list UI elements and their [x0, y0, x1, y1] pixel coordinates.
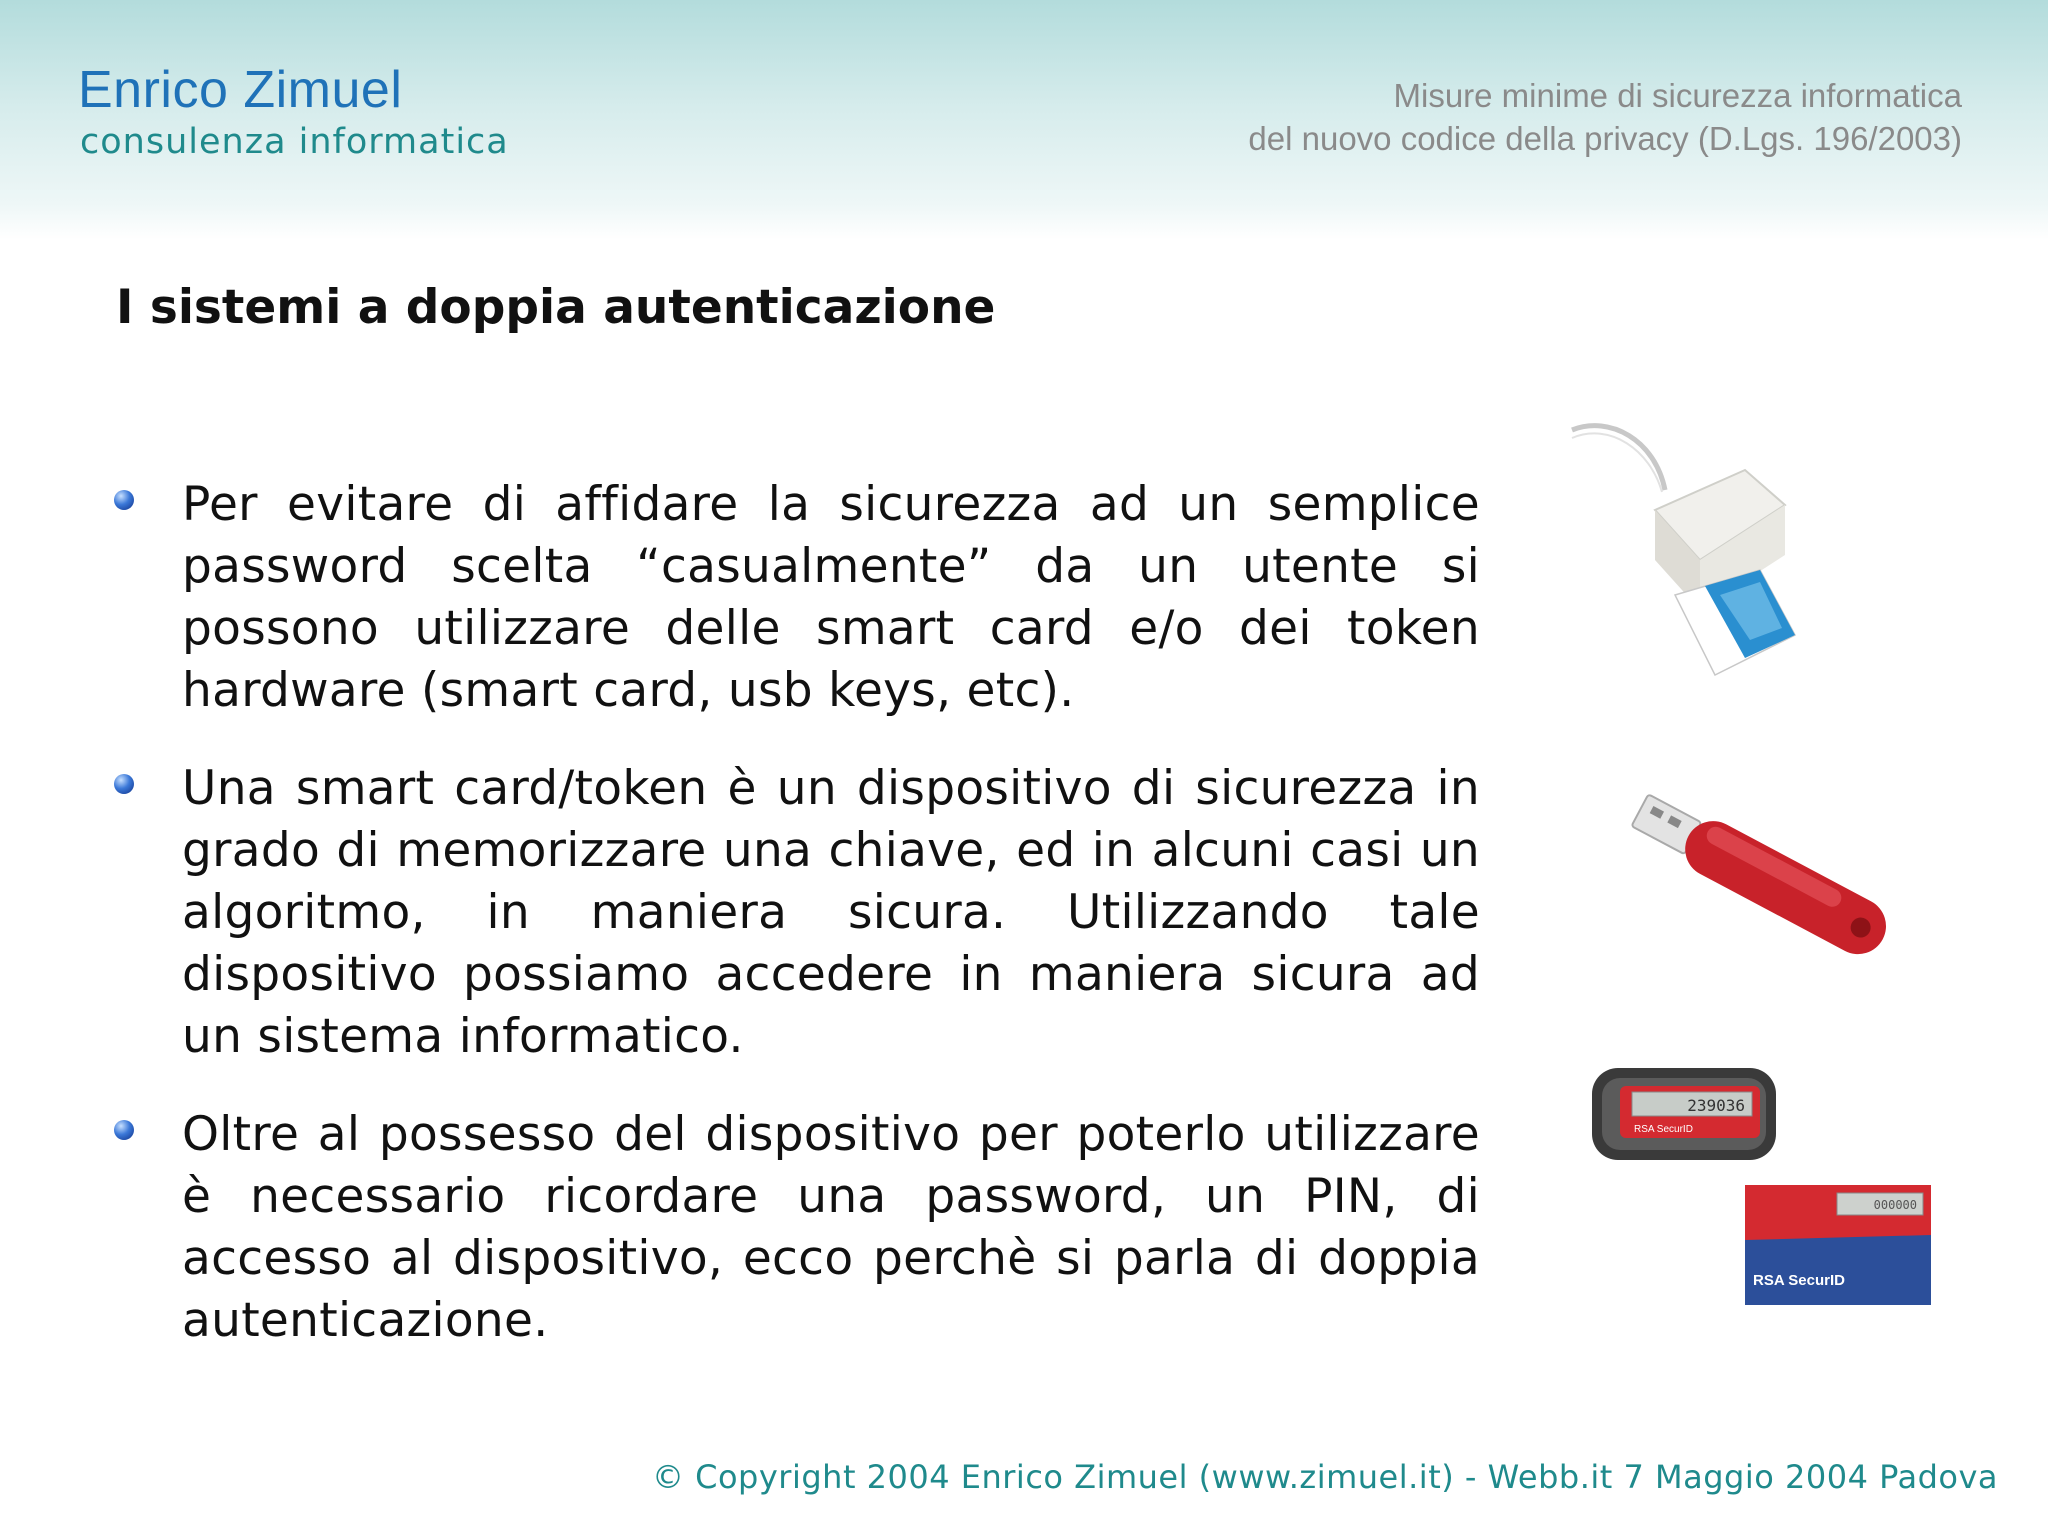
bullet-item — [110, 474, 1480, 722]
footer-copyright: © Copyright 2004 Enrico Zimuel (www.zimuel.it) - Webb.it 7 Maggio 2004 Padova — [651, 1458, 1998, 1496]
bullet-list — [110, 474, 1480, 1388]
brand-subtitle: consulenza informatica — [80, 122, 509, 162]
rsa-card-image — [1745, 1185, 1935, 1310]
rsa-token-image — [1590, 1060, 1790, 1170]
bullet-dot-icon — [114, 490, 134, 510]
token-display-text: 239036 — [1687, 1096, 1745, 1115]
bullet-text: Oltre al possesso del dispositivo per poterlo utilizzare è necessario ricordare una password, un PIN, di accesso al dispositivo, ecco perchè si parla di doppia autenticazione. — [182, 1107, 1480, 1348]
bullet-item — [110, 1104, 1480, 1352]
bullet-dot-icon — [114, 774, 134, 794]
presentation-title — [1248, 74, 1962, 160]
bullet-text: Per evitare di affidare la sicurezza ad un semplice password scelta “casualmente” da un utente si possono utilizzare delle smart card e/o dei token hardware (smart card, usb keys, etc). — [182, 477, 1480, 718]
bullet-dot-icon — [114, 1120, 134, 1140]
card-display-text: 000000 — [1873, 1198, 1917, 1212]
presentation-title-line-2: del nuovo codice della privacy (D.Lgs. 196/2003) — [1248, 120, 1962, 157]
bullet-item — [110, 758, 1480, 1068]
bullet-text: Una smart card/token è un dispositivo di sicurezza in grado di memorizzare una chiave, ed in alcuni casi un algoritmo, in maniera sicura. Utilizzando tale dispositivo possiamo accedere in maniera sicura ad un sistema informatico. — [182, 761, 1480, 1064]
slide-title: I sistemi a doppia autenticazione — [116, 280, 996, 335]
slide-header — [0, 0, 2048, 240]
device-images — [1570, 410, 1970, 1330]
token-brand-text: RSA SecurID — [1634, 1124, 1693, 1135]
usb-key-image — [1620, 790, 1920, 980]
brand-name: Enrico Zimuel — [78, 61, 403, 119]
smart-card-reader-image — [1570, 410, 1870, 700]
presentation-title-line-1: Misure minime di sicurezza informatica — [1393, 77, 1962, 114]
card-brand-text: RSA SecurID — [1753, 1272, 1845, 1289]
